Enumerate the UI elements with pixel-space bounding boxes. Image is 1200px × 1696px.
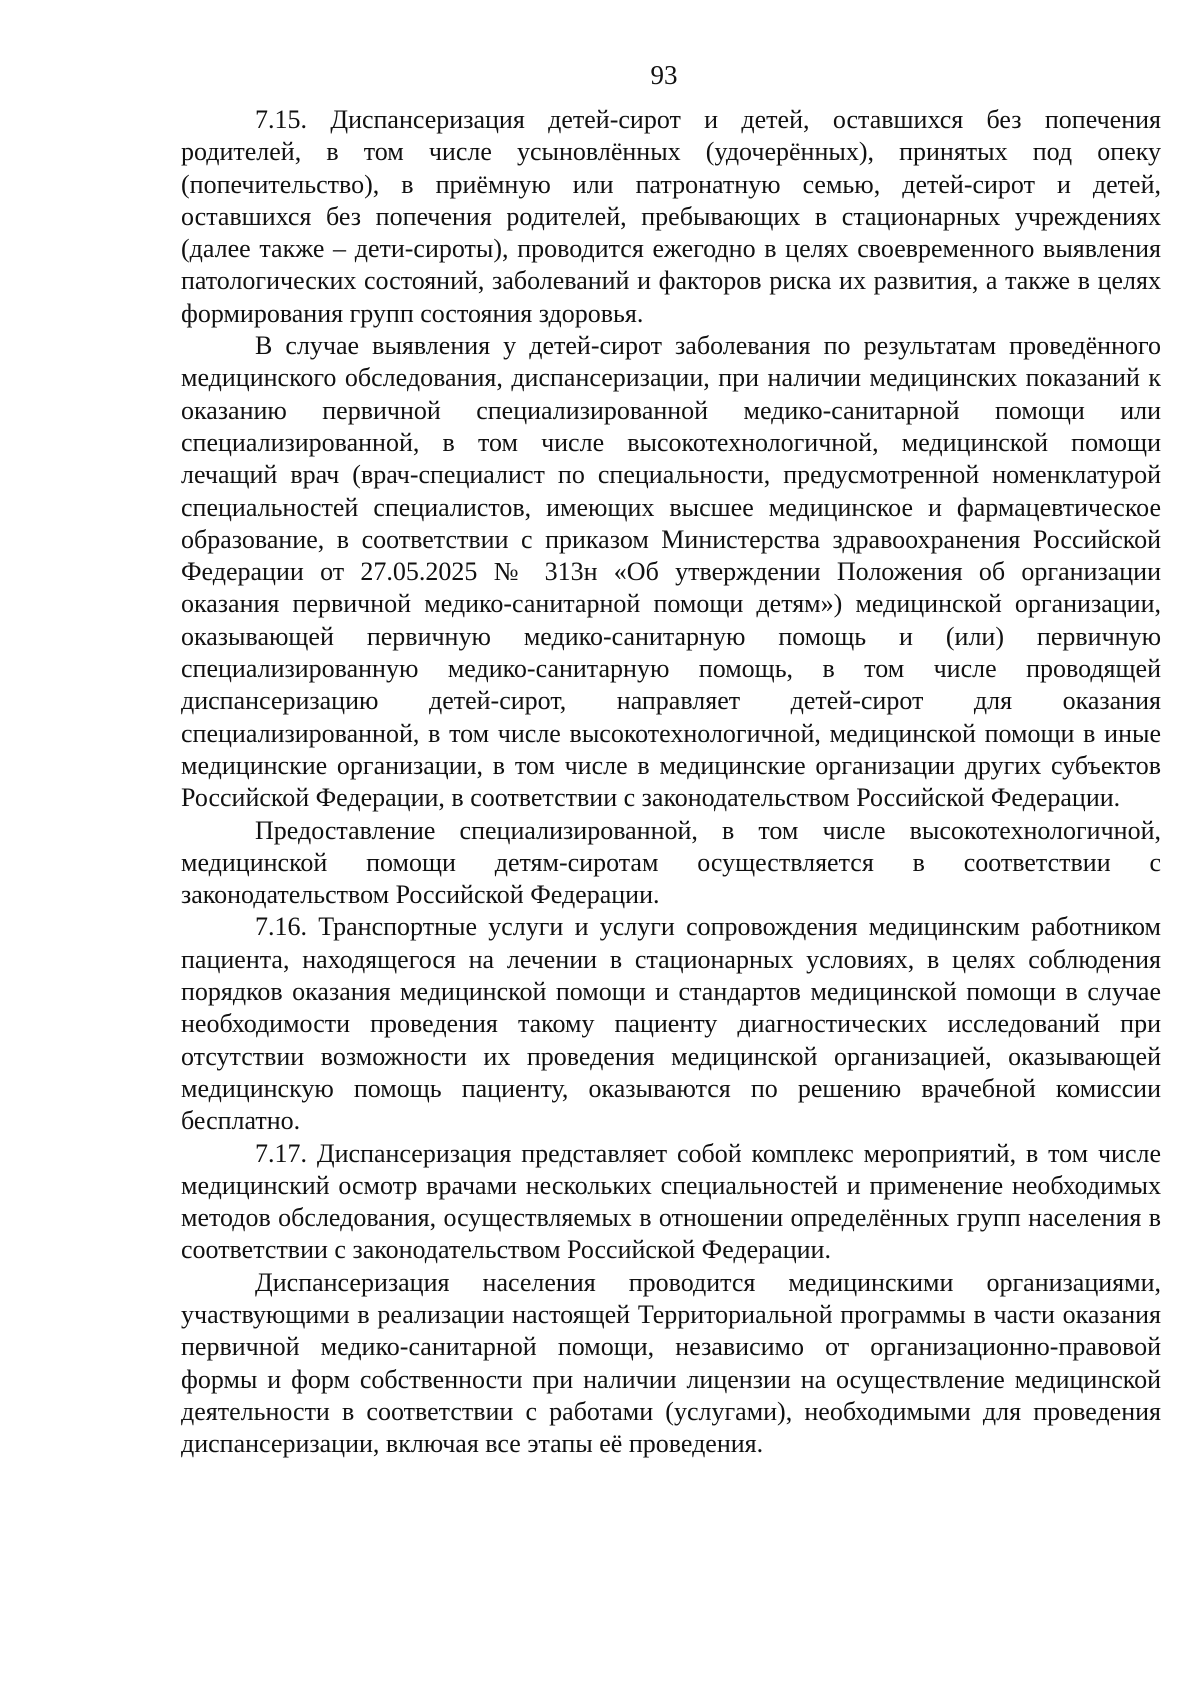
paragraph-orphans-referral: В случае выявления у детей-сирот заболевания по результатам проведённого медицинского обследования, диспансеризации, при наличии медицинских показаний к оказанию первичной специализированной медико-санитарной помощи или специализированной, в том числе высокотехнологичной, медицинской помощи лечащий врач (врач-специалист по специальности, предусмотренной номенклатурой специальностей специалистов, имеющих высшее медицинское и фармацевтическое образование, в соответствии с приказом Министерства здравоохранения Российской Федерации от 27.05.2025 № 313н «Об утверждении Положения об организации оказания первичной медико-санитарной помощи детям») медицинской организации, оказывающей первичную медико-санитарную помощь и (или) первичную специализированную медико-санитарную помощь, в том числе проводящей диспансеризацию детей-сирот, направляет детей-сирот для оказания специализированной, в том числе высокотехнологичной, медицинской помощи в иные медицинские организации, в том числе в медицинские организации других субъектов Российской Федерации, в соответствии с законодательством Российской Федерации. [181,331,1161,813]
page-number: 93 [650,60,678,90]
paragraph-7-16: 7.16. Транспортные услуги и услуги сопровождения медицинским работником пациента, находящегося на лечении в стационарных условиях, в целях соблюдения порядков оказания медицинской помощи и стандартов медицинской помощи в случае необходимости проведения такому пациенту диагностических исследований при отсутствии возможности их проведения медицинской организацией, оказывающей медицинскую помощь пациенту, оказываются по решению врачебной комиссии бесплатно. [181,912,1161,1136]
paragraph-specialized-care: Предоставление специализированной, в том числе высокотехнологичной, медицинской помощи детям-сиротам осуществляется в соответствии с законодательством Российской Федерации. [181,815,1161,910]
paragraph-7-15: 7.15. Диспансеризация детей-сирот и детей, оставшихся без попечения родителей, в том числе усыновлённых (удочерённых), принятых под опеку (попечительство), в приёмную или патронатную семью, детей-сирот и детей, оставшихся без попечения родителей, пребывающих в стационарных учреждениях (далее также – дети-сироты), проводится ежегодно в целях своевременного выявления патологических состояний, заболеваний и факторов риска их развития, а также в целях формирования групп состояния здоровья. [181,105,1161,328]
paragraph-dispensarization-providers: Диспансеризация населения проводится медицинскими организациями, участвующими в реализации настоящей Территориальной программы в части оказания первичной медико-санитарной помощи, независимо от организационно-правовой формы и форм собственности при наличии лицензии на осуществление медицинской деятельности в соответствии с работами (услугами), необходимыми для проведения диспансеризации, включая все этапы её проведения. [181,1267,1161,1459]
paragraph-7-17: 7.17. Диспансеризация представляет собой комплекс мероприятий, в том числе медицинский осмотр врачами нескольких специальностей и применение необходимых методов обследования, осуществляемых в отношении определённых групп населения в соответствии с законодательством Российской Федерации. [181,1138,1161,1265]
document-body [181,104,1161,1460]
